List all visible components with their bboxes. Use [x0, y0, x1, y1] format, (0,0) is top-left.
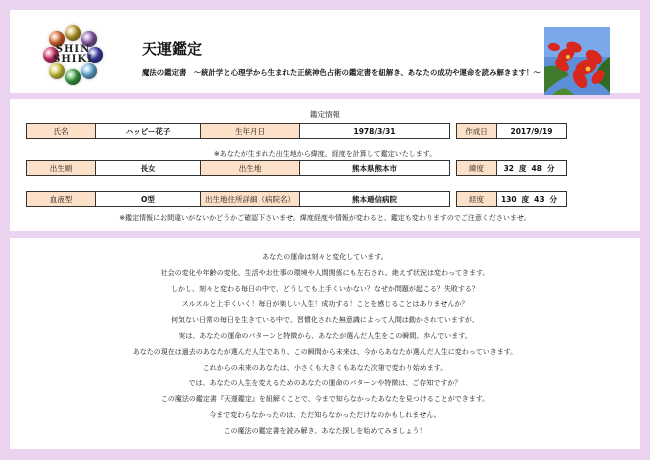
message-line: 実は、あなたの運命のパターンと特徴から、あなたが選んだ人生をこの瞬間、歩んでいます。 [178, 331, 472, 340]
latitude-label: 緯度 [456, 160, 497, 176]
latitude-degree-unit: 度 [519, 163, 527, 173]
message-line: これからの未来のあなたは、小さくも大きくもあなた次第で変わり始めます。 [202, 363, 448, 372]
message-line: あなたの現在は過去のあなたが選んだ人生であり、この瞬間から未来は、今からあなたが選んだ人生に変わっていきます。 [132, 347, 518, 356]
birthdate-value: 1978/3/31 [299, 123, 450, 139]
message-line: あなたの運命は刻々と変化しています。 [262, 253, 388, 261]
birth-order-value: 長女 [95, 160, 201, 176]
confirmation-note: ※鑑定情報にお間違いがないかどうかご確認下さいませ。緯度経度や情報が変わると、鑑定も変わりますのでご注意くださいませ。 [119, 214, 531, 222]
message-line: この魔法の鑑定書を読み解き、あなた探しを始めてみましょう！ [223, 426, 427, 435]
message-line: しかし、刻々と変わる毎日の中で、どうしても上手くいかない？なぜか問題が起こる？失敗する？ [171, 284, 479, 293]
page-title: 天運鑑定 [142, 40, 203, 58]
name-value: ハッピー花子 [95, 123, 201, 139]
fortune-message-panel [10, 238, 640, 449]
logo-text-line2: SHIKI [53, 54, 93, 65]
info-heading: 鑑定情報 [310, 110, 340, 119]
latitude-minutes: 48 [531, 163, 542, 173]
logo-text-line1: SHIN [55, 44, 91, 55]
flower-photo [544, 27, 610, 95]
page-tagline: 魔法の鑑定書 ～統計学と心理学から生まれた正統神色占術の鑑定書を紐解き、あなたの成功や運命を読み解きます！～ [142, 68, 541, 77]
blood-type-label: 血液型 [26, 191, 96, 207]
blood-type-value: O型 [95, 191, 201, 207]
message-line: この魔法の鑑定書『天運鑑定』を紐解くことで、今まで知らなかったあなたを見つけることができます。 [160, 395, 490, 404]
message-line: スルスルと上手くいく！毎日が楽しい人生！成功する！ことを感じることはありませんか？ [181, 300, 469, 309]
longitude-degree-unit: 度 [521, 194, 530, 204]
created-date-label: 作成日 [456, 123, 497, 139]
birthplace-value: 熊本県熊本市 [299, 160, 450, 176]
longitude-minute-unit: 分 [549, 194, 558, 204]
name-label: 氏名 [26, 123, 96, 139]
appraisal-info-panel [10, 99, 640, 231]
shinshiki-logo [34, 16, 112, 94]
logo-orb-icon [65, 25, 81, 41]
message-line: 今まで変わらなかったのは、ただ知らなかっただけなのかもしれません。 [209, 410, 441, 419]
birthdate-label: 生年月日 [200, 123, 300, 139]
message-body [10, 250, 640, 440]
message-line: 何気ない日常の毎日を生きている中で、習慣化された無意識によって人間は動かされていますが、 [171, 316, 479, 325]
longitude-value [496, 191, 567, 207]
longitude-minutes: 43 [534, 194, 545, 204]
birthplace-label: 出生地 [200, 160, 300, 176]
longitude-label: 経度 [456, 191, 497, 207]
message-line: では、あなたの人生を変えるためのあなたの運命のパターンや特徴は、ご存知ですか？ [188, 379, 462, 388]
header-panel [10, 10, 640, 93]
created-date-value: 2017/9/19 [496, 123, 567, 139]
logo-orb-icon [65, 69, 81, 85]
message-line: 社会の変化や年齢の変化、生活やお仕事の環境や人間関係にも左右され、絶えず状況は変わってきます。 [160, 268, 490, 277]
birth-address-label: 出生地住所詳細（病院名） [200, 191, 300, 207]
latitude-degrees: 32 [503, 163, 514, 173]
longitude-degrees: 130 [500, 194, 517, 204]
latitude-minute-unit: 分 [546, 163, 555, 173]
latlon-note: ※あなたが生まれた出生地から緯度、経度を計算して鑑定いたします。 [213, 150, 437, 158]
birth-order-label: 出生順 [26, 160, 96, 176]
birth-address-value: 熊本逓信病院 [299, 191, 450, 207]
latitude-value [496, 160, 567, 176]
